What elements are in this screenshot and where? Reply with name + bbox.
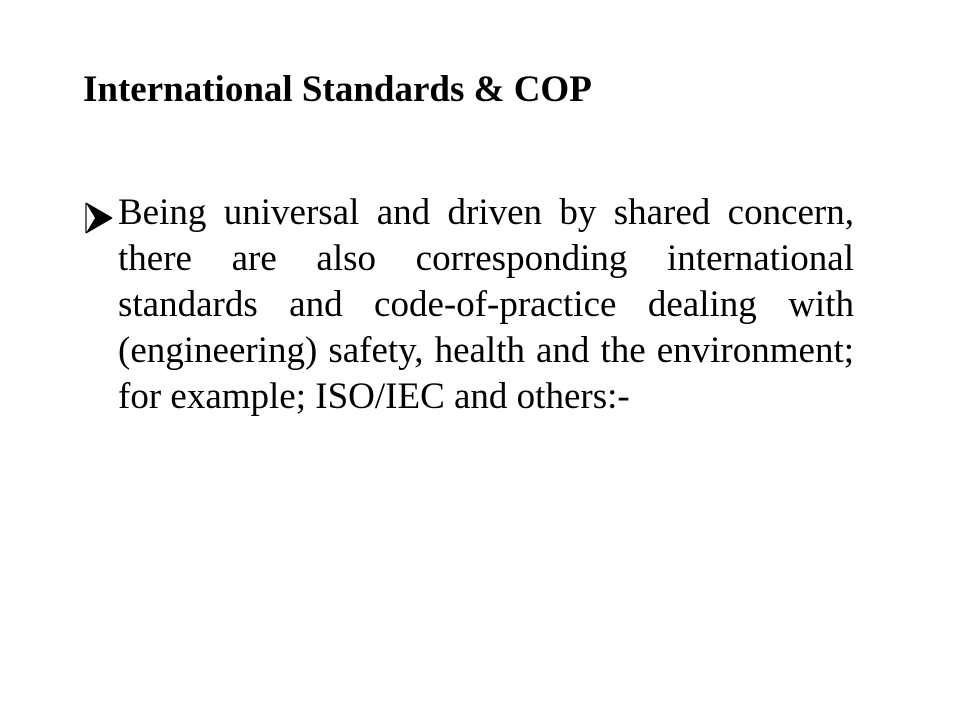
arrowhead-bullet-icon xyxy=(84,201,114,235)
slide-title: International Standards & COP xyxy=(83,69,592,110)
bullet-item xyxy=(84,190,854,420)
bullet-list xyxy=(84,190,854,420)
bullet-text: Being universal and driven by shared concern, there are also corresponding international standards and code-of-practice dealing with (engineering) safety, health and the environment; for example; ISO/IEC and others:- xyxy=(118,192,854,417)
